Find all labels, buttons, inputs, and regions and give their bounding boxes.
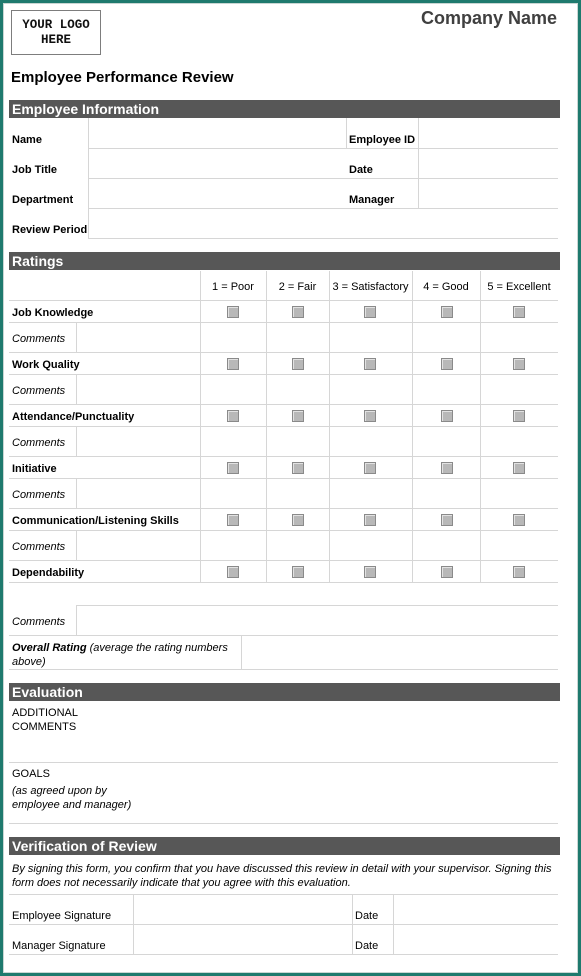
divider bbox=[88, 178, 558, 179]
verification-statement: By signing this form, you confirm that you have discussed this review in detail with your supervisor. Signing this form does not necessarily indicate that you agree with this evaluation. bbox=[12, 863, 552, 889]
divider bbox=[76, 605, 77, 635]
criterion-initiative: Initiative bbox=[12, 463, 57, 475]
divider bbox=[9, 924, 558, 925]
rating-checkbox[interactable] bbox=[227, 514, 239, 526]
divider bbox=[241, 635, 242, 669]
divider bbox=[76, 530, 77, 560]
divider bbox=[9, 762, 558, 763]
divider bbox=[412, 271, 413, 583]
rating-checkbox[interactable] bbox=[292, 306, 304, 318]
overall-rating-note: (average the rating numbers above) bbox=[12, 642, 228, 668]
divider bbox=[88, 148, 558, 149]
rating-checkbox[interactable] bbox=[441, 410, 453, 422]
rating-checkbox[interactable] bbox=[364, 306, 376, 318]
divider bbox=[418, 118, 419, 208]
divider bbox=[88, 238, 558, 239]
name-label: Name bbox=[12, 134, 42, 146]
criterion-communication: Communication/Listening Skills bbox=[12, 515, 179, 527]
rating-checkbox[interactable] bbox=[292, 358, 304, 370]
divider bbox=[9, 300, 558, 301]
comments-label: Comments bbox=[12, 333, 66, 345]
section-employee-information: Employee Information bbox=[9, 100, 560, 118]
divider bbox=[9, 530, 558, 531]
rating-checkbox[interactable] bbox=[441, 514, 453, 526]
overall-rating-title: Overall Rating bbox=[12, 642, 87, 654]
rating-checkbox[interactable] bbox=[292, 462, 304, 474]
job-title-label: Job Title bbox=[12, 164, 58, 176]
divider bbox=[480, 271, 481, 583]
divider bbox=[76, 605, 558, 606]
manager-signature-date-label: Date bbox=[355, 940, 379, 952]
divider bbox=[9, 508, 558, 509]
divider bbox=[76, 374, 77, 404]
divider bbox=[9, 954, 558, 955]
rating-checkbox[interactable] bbox=[364, 358, 376, 370]
section-evaluation: Evaluation bbox=[9, 683, 560, 701]
comments-label: Comments bbox=[12, 489, 66, 501]
comments-label: Comments bbox=[12, 437, 66, 449]
rating-header-fair: 2 = Fair bbox=[278, 281, 317, 293]
rating-checkbox[interactable] bbox=[441, 306, 453, 318]
goals-label: GOALS bbox=[12, 768, 50, 780]
rating-checkbox[interactable] bbox=[513, 566, 525, 578]
form-title: Employee Performance Review bbox=[11, 69, 234, 86]
divider bbox=[266, 271, 267, 583]
divider bbox=[76, 478, 77, 508]
rating-checkbox[interactable] bbox=[227, 410, 239, 422]
date-label: Date bbox=[349, 164, 373, 176]
rating-checkbox[interactable] bbox=[292, 514, 304, 526]
divider bbox=[9, 352, 558, 353]
rating-checkbox[interactable] bbox=[364, 410, 376, 422]
rating-checkbox[interactable] bbox=[292, 566, 304, 578]
divider bbox=[9, 894, 558, 895]
divider bbox=[329, 271, 330, 583]
criterion-attendance: Attendance/Punctuality bbox=[12, 411, 135, 423]
rating-checkbox[interactable] bbox=[513, 358, 525, 370]
employee-signature-date-label: Date bbox=[355, 910, 379, 922]
rating-checkbox[interactable] bbox=[441, 358, 453, 370]
divider bbox=[9, 426, 558, 427]
department-label: Department bbox=[12, 194, 74, 206]
rating-checkbox[interactable] bbox=[227, 566, 239, 578]
rating-header-satisfactory: 3 = Satisfactory bbox=[332, 281, 409, 293]
criterion-work-quality: Work Quality bbox=[12, 359, 80, 371]
rating-checkbox[interactable] bbox=[364, 566, 376, 578]
comments-label: Comments bbox=[12, 541, 66, 553]
divider bbox=[9, 322, 558, 323]
rating-checkbox[interactable] bbox=[364, 462, 376, 474]
rating-checkbox[interactable] bbox=[513, 410, 525, 422]
manager-label: Manager bbox=[349, 194, 395, 206]
comments-label: Comments bbox=[12, 616, 66, 628]
criterion-job-knowledge: Job Knowledge bbox=[12, 307, 94, 319]
divider bbox=[346, 118, 347, 148]
rating-checkbox[interactable] bbox=[513, 462, 525, 474]
rating-checkbox[interactable] bbox=[364, 514, 376, 526]
divider bbox=[200, 271, 201, 583]
section-verification: Verification of Review bbox=[9, 837, 560, 855]
rating-header-good: 4 = Good bbox=[423, 281, 469, 293]
review-period-label: Review Period bbox=[12, 224, 88, 236]
company-name: Company Name bbox=[420, 8, 557, 28]
divider bbox=[9, 669, 558, 670]
rating-checkbox[interactable] bbox=[441, 566, 453, 578]
divider bbox=[9, 404, 558, 405]
divider bbox=[9, 456, 558, 457]
rating-checkbox[interactable] bbox=[292, 410, 304, 422]
rating-checkbox[interactable] bbox=[227, 358, 239, 370]
overall-rating-label bbox=[12, 641, 240, 669]
rating-checkbox[interactable] bbox=[227, 306, 239, 318]
divider bbox=[9, 582, 558, 583]
employee-id-label: Employee ID bbox=[349, 134, 416, 146]
manager-signature-label: Manager Signature bbox=[12, 940, 106, 952]
goals-note: (as agreed upon by employee and manager) bbox=[12, 785, 132, 811]
rating-checkbox[interactable] bbox=[513, 514, 525, 526]
rating-checkbox[interactable] bbox=[227, 462, 239, 474]
logo-placeholder: YOUR LOGO HERE bbox=[11, 10, 101, 55]
section-ratings: Ratings bbox=[9, 252, 560, 270]
divider bbox=[9, 635, 558, 636]
additional-comments-label: ADDITIONAL COMMENTS bbox=[12, 707, 79, 733]
rating-checkbox[interactable] bbox=[441, 462, 453, 474]
divider bbox=[9, 478, 558, 479]
divider bbox=[88, 208, 558, 209]
divider bbox=[76, 426, 77, 456]
employee-signature-label: Employee Signature bbox=[12, 910, 112, 922]
rating-header-excellent: 5 = Excellent bbox=[487, 281, 551, 293]
divider bbox=[9, 823, 558, 824]
divider bbox=[9, 560, 558, 561]
criterion-dependability: Dependability bbox=[12, 567, 85, 579]
rating-header-poor: 1 = Poor bbox=[212, 281, 254, 293]
divider bbox=[9, 374, 558, 375]
divider bbox=[76, 322, 77, 352]
comments-label: Comments bbox=[12, 385, 66, 397]
rating-checkbox[interactable] bbox=[513, 306, 525, 318]
